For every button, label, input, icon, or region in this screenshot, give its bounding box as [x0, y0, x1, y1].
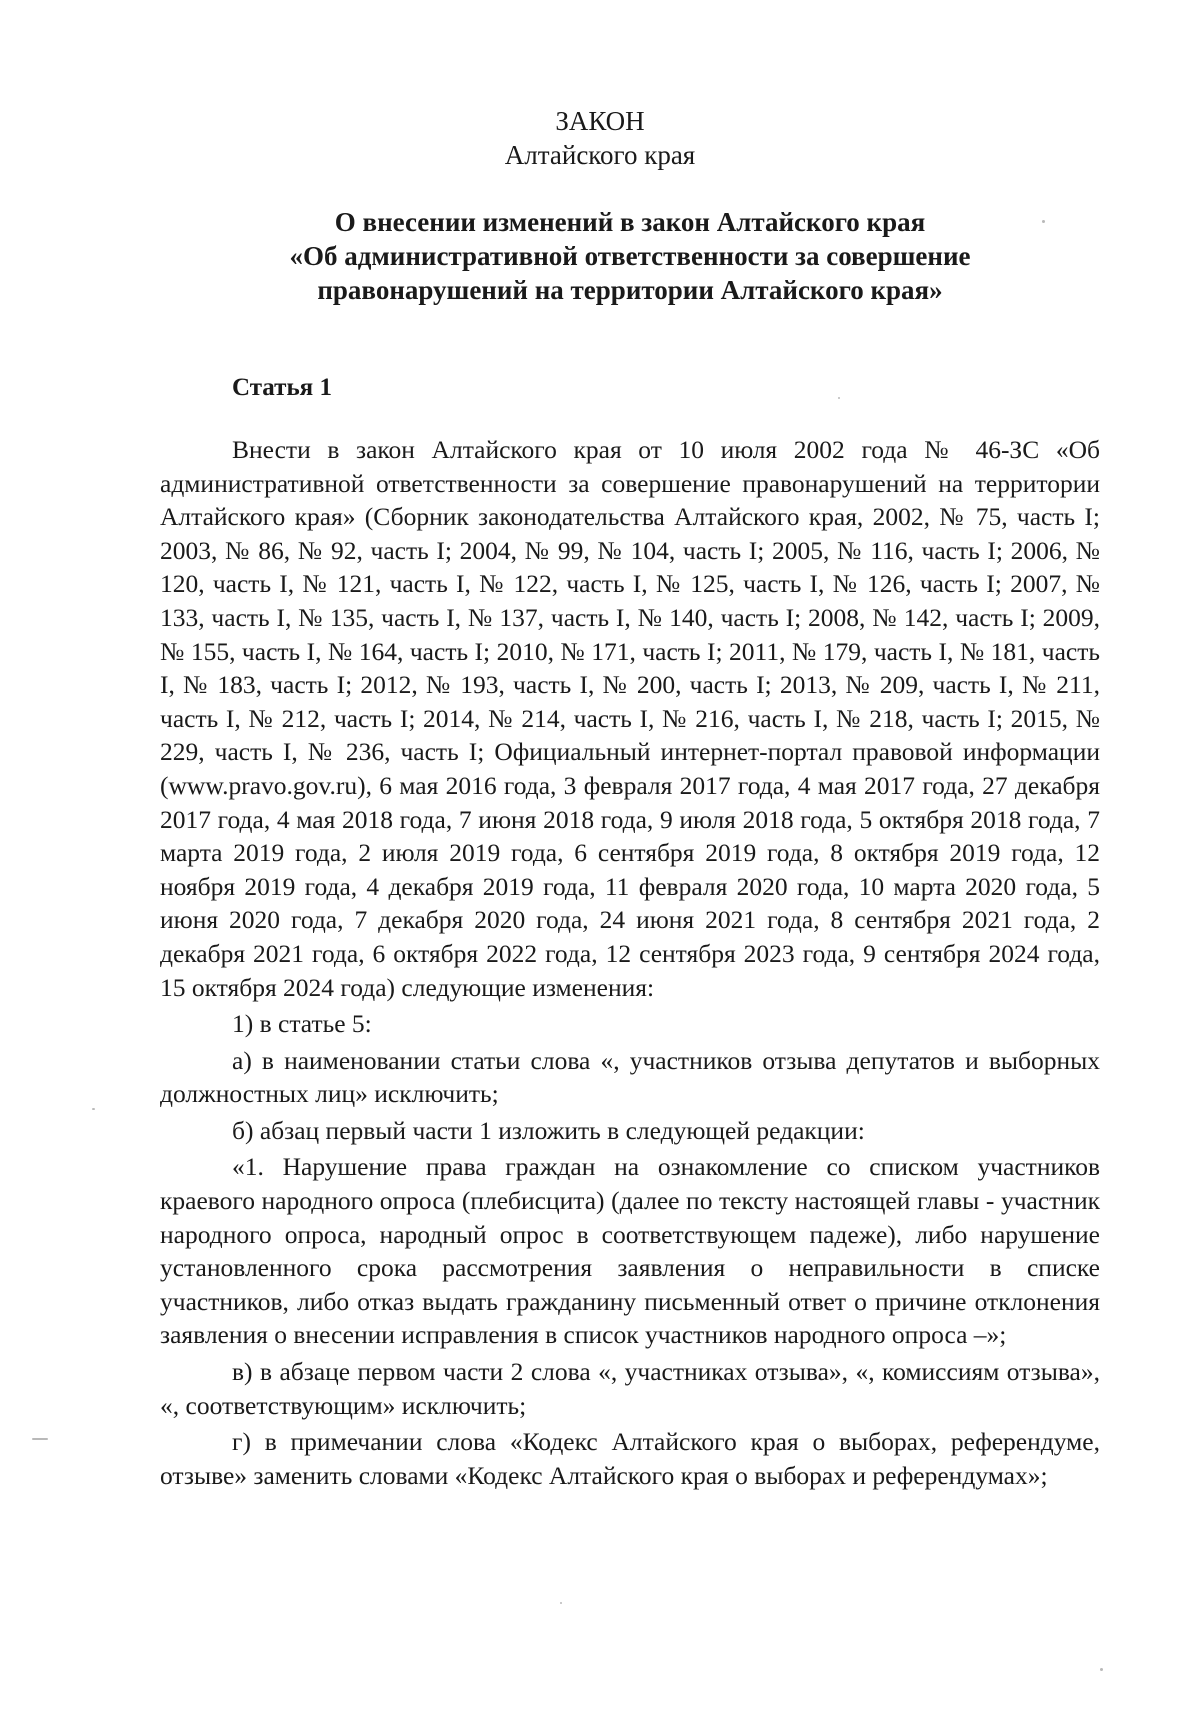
document-type-title: ЗАКОН	[555, 106, 645, 136]
article-body	[160, 433, 1100, 1492]
law-title-line: О внесении изменений в закон Алтайского края	[334, 207, 926, 237]
article-paragraph: б) абзац первый части 1 изложить в следующей редакции:	[232, 1115, 865, 1145]
law-title-line: «Об административной ответственности за совершение	[289, 241, 971, 271]
scan-speck	[1100, 1668, 1103, 1671]
law-title-line: правонарушений на территории Алтайского края»	[317, 275, 943, 305]
article-heading: Статья 1	[232, 374, 332, 401]
scan-speck	[92, 1108, 95, 1110]
scan-speck	[1042, 220, 1045, 223]
scan-speck	[32, 1438, 48, 1440]
article-paragraph: 1) в статье 5:	[232, 1009, 372, 1039]
article-paragraph: а) в наименовании статьи слова «, участников отзыва депутатов и выборных должностных лиц» исключить;	[160, 1045, 1100, 1109]
article-paragraph: г) в примечании слова «Кодекс Алтайского края о выборах, референдуме, отзыве» заменить словами «Кодекс Алтайского края о выборах и референдумах»;	[160, 1427, 1100, 1490]
article-paragraph: в) в абзаце первом части 2 слова «, участниках отзыва», «, комиссиям отзыва», «, соответствующим» исключить;	[160, 1357, 1100, 1420]
law-title	[160, 205, 1100, 307]
document-region-subtitle: Алтайского края	[504, 140, 696, 170]
scan-speck	[560, 1602, 562, 1604]
article-paragraph: «1. Нарушение права граждан на ознакомление со списком участников краевого народного опроса (плебисцита) (далее по тексту настоящей главы - участник народного опроса, народный опрос в соответствующем падеже), либо нарушение установленного срока рассмотрения заявления о неправильности в списке участников, либо отказ выдать гражданину письменный ответ о причине отклонения заявления о внесении исправления в список участников народного опроса –»;	[160, 1152, 1100, 1350]
scan-speck	[838, 397, 840, 399]
article-paragraph: Внести в закон Алтайского края от 10 июля 2002 года № 46-ЗС «Об административной ответственности за совершение правонарушений на территории Алтайского края» (Сборник законодательства Алтайского края, 2002, № 75, часть I; 2003, № 86, № 92, часть I; 2004, № 99, № 104, часть I; 2005, № 116, часть I; 2006, № 120, часть I, № 121, часть I, № 122, часть I, № 125, часть I, № 126, часть I; 2007, № 133, часть I, № 135, часть I, № 137, часть I, № 140, часть I; 2008, № 142, часть I; 2009, № 155, часть I, № 164, часть I; 2010, № 171, часть I; 2011, № 179, часть I, № 181, часть I, № 183, часть I; 2012, № 193, часть I, № 200, часть I; 2013, № 209, часть I, № 211, часть I, № 212, часть I; 2014, № 214, часть I, № 216, часть I, № 218, часть I; 2015, № 229, часть I, № 236, часть I; Официальный интернет-портал правовой информации (www.pravo.gov.ru), 6 мая 2016 года, 3 февраля 2017 года, 4 мая 2017 года, 27 декабря 2017 года, 4 мая 2018 года, 7 июня 2018 года, 9 июля 2018 года, 5 октября 2018 года, 7 марта 2019 года, 2 июля 2019 года, 6 сентября 2019 года, 8 октября 2019 года, 12 ноября 2019 года, 4 декабря 2019 года, 11 февраля 2020 года, 10 марта 2020 года, 5 июня 2020 года, 7 декабря 2020 года, 24 июня 2021 года, 8 сентября 2021 года, 2 декабря 2021 года, 6 октября 2022 года, 12 сентября 2023 года, 9 сентября 2024 года, 15 октября 2024 года) следующие изменения:	[160, 435, 1100, 1002]
